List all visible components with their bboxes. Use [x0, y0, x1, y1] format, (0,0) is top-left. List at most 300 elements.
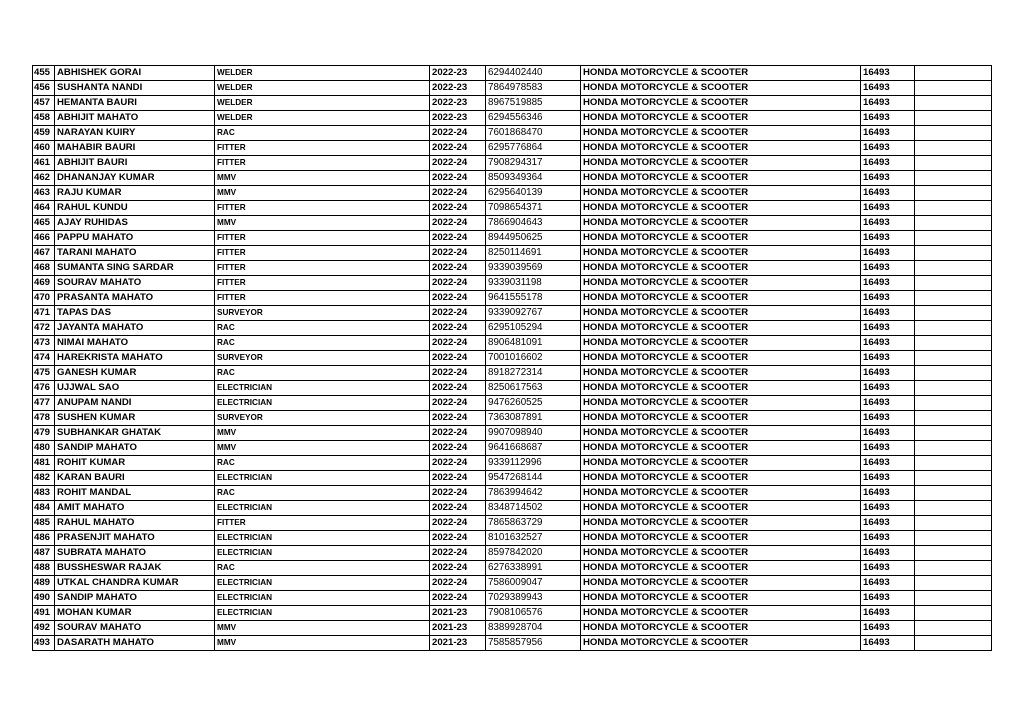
amount-cell: 16493 — [861, 471, 915, 486]
trade-cell: FITTER — [215, 291, 430, 306]
trade-cell: MMV — [215, 441, 430, 456]
table-row — [33, 126, 992, 141]
empty-cell — [915, 576, 992, 591]
trade-cell: MMV — [215, 186, 430, 201]
amount-cell: 16493 — [861, 111, 915, 126]
serial-number-cell: 481 — [33, 456, 55, 471]
amount-cell: 16493 — [861, 321, 915, 336]
empty-cell — [915, 276, 992, 291]
session-cell: 2021-23 — [430, 606, 486, 621]
trade-cell: ELECTRICIAN — [215, 396, 430, 411]
name-cell: GANESH KUMAR — [55, 366, 215, 381]
name-cell: ABHISHEK GORAI — [55, 66, 215, 81]
trade-cell: ELECTRICIAN — [215, 546, 430, 561]
company-cell: HONDA MOTORCYCLE & SCOOTER — [581, 606, 861, 621]
trade-cell: MMV — [215, 621, 430, 636]
amount-cell: 16493 — [861, 441, 915, 456]
phone-cell: 7863994642 — [486, 486, 581, 501]
amount-cell: 16493 — [861, 561, 915, 576]
table-row — [33, 306, 992, 321]
empty-cell — [915, 111, 992, 126]
serial-number-cell: 479 — [33, 426, 55, 441]
company-cell: HONDA MOTORCYCLE & SCOOTER — [581, 471, 861, 486]
amount-cell: 16493 — [861, 426, 915, 441]
company-cell: HONDA MOTORCYCLE & SCOOTER — [581, 351, 861, 366]
empty-cell — [915, 231, 992, 246]
table-row — [33, 201, 992, 216]
company-cell: HONDA MOTORCYCLE & SCOOTER — [581, 156, 861, 171]
session-cell: 2022-24 — [430, 531, 486, 546]
table-row — [33, 81, 992, 96]
amount-cell: 16493 — [861, 201, 915, 216]
phone-cell: 9641555178 — [486, 291, 581, 306]
table-row — [33, 336, 992, 351]
table-row — [33, 156, 992, 171]
table-row — [33, 486, 992, 501]
phone-cell: 6295776864 — [486, 141, 581, 156]
trade-cell: FITTER — [215, 156, 430, 171]
amount-cell: 16493 — [861, 246, 915, 261]
table-row — [33, 321, 992, 336]
serial-number-cell: 467 — [33, 246, 55, 261]
name-cell: PRASENJIT MAHATO — [55, 531, 215, 546]
name-cell: NARAYAN KUIRY — [55, 126, 215, 141]
serial-number-cell: 480 — [33, 441, 55, 456]
company-cell: HONDA MOTORCYCLE & SCOOTER — [581, 111, 861, 126]
company-cell: HONDA MOTORCYCLE & SCOOTER — [581, 306, 861, 321]
serial-number-cell: 464 — [33, 201, 55, 216]
amount-cell: 16493 — [861, 306, 915, 321]
amount-cell: 16493 — [861, 141, 915, 156]
company-cell: HONDA MOTORCYCLE & SCOOTER — [581, 126, 861, 141]
empty-cell — [915, 426, 992, 441]
trade-cell: FITTER — [215, 141, 430, 156]
phone-cell: 7908294317 — [486, 156, 581, 171]
serial-number-cell: 475 — [33, 366, 55, 381]
table-row — [33, 456, 992, 471]
serial-number-cell: 456 — [33, 81, 55, 96]
table-row — [33, 591, 992, 606]
phone-cell: 7865863729 — [486, 516, 581, 531]
session-cell: 2022-24 — [430, 516, 486, 531]
empty-cell — [915, 561, 992, 576]
amount-cell: 16493 — [861, 216, 915, 231]
company-cell: HONDA MOTORCYCLE & SCOOTER — [581, 201, 861, 216]
company-cell: HONDA MOTORCYCLE & SCOOTER — [581, 621, 861, 636]
trade-cell: SURVEYOR — [215, 411, 430, 426]
phone-cell: 9339092767 — [486, 306, 581, 321]
trade-cell: RAC — [215, 456, 430, 471]
table-row — [33, 366, 992, 381]
phone-cell: 6294402440 — [486, 66, 581, 81]
phone-cell: 6276338991 — [486, 561, 581, 576]
company-cell: HONDA MOTORCYCLE & SCOOTER — [581, 561, 861, 576]
name-cell: SUSHANTA NANDI — [55, 81, 215, 96]
empty-cell — [915, 621, 992, 636]
serial-number-cell: 485 — [33, 516, 55, 531]
phone-cell: 7029389943 — [486, 591, 581, 606]
empty-cell — [915, 306, 992, 321]
session-cell: 2022-24 — [430, 246, 486, 261]
session-cell: 2021-23 — [430, 621, 486, 636]
name-cell: KARAN BAURI — [55, 471, 215, 486]
amount-cell: 16493 — [861, 501, 915, 516]
amount-cell: 16493 — [861, 636, 915, 651]
company-cell: HONDA MOTORCYCLE & SCOOTER — [581, 531, 861, 546]
company-cell: HONDA MOTORCYCLE & SCOOTER — [581, 336, 861, 351]
phone-cell: 7001016602 — [486, 351, 581, 366]
table-row — [33, 291, 992, 306]
table-row — [33, 441, 992, 456]
empty-cell — [915, 201, 992, 216]
amount-cell: 16493 — [861, 621, 915, 636]
session-cell: 2022-24 — [430, 171, 486, 186]
name-cell: DASARATH MAHATO — [55, 636, 215, 651]
company-cell: HONDA MOTORCYCLE & SCOOTER — [581, 276, 861, 291]
table-row — [33, 186, 992, 201]
amount-cell: 16493 — [861, 486, 915, 501]
company-cell: HONDA MOTORCYCLE & SCOOTER — [581, 636, 861, 651]
phone-cell: 7586009047 — [486, 576, 581, 591]
table-row — [33, 111, 992, 126]
name-cell: TARANI MAHATO — [55, 246, 215, 261]
session-cell: 2022-24 — [430, 486, 486, 501]
session-cell: 2021-23 — [430, 636, 486, 651]
session-cell: 2022-24 — [430, 591, 486, 606]
company-cell: HONDA MOTORCYCLE & SCOOTER — [581, 456, 861, 471]
amount-cell: 16493 — [861, 96, 915, 111]
empty-cell — [915, 261, 992, 276]
empty-cell — [915, 66, 992, 81]
phone-cell: 9339112996 — [486, 456, 581, 471]
trade-cell: FITTER — [215, 231, 430, 246]
company-cell: HONDA MOTORCYCLE & SCOOTER — [581, 516, 861, 531]
name-cell: MAHABIR BAURI — [55, 141, 215, 156]
trade-cell: ELECTRICIAN — [215, 576, 430, 591]
session-cell: 2022-24 — [430, 366, 486, 381]
trade-cell: SURVEYOR — [215, 351, 430, 366]
empty-cell — [915, 171, 992, 186]
phone-cell: 8509349364 — [486, 171, 581, 186]
name-cell: SUSHEN KUMAR — [55, 411, 215, 426]
table-row — [33, 411, 992, 426]
trade-cell: MMV — [215, 636, 430, 651]
amount-cell: 16493 — [861, 261, 915, 276]
phone-cell: 8918272314 — [486, 366, 581, 381]
phone-cell: 8101632527 — [486, 531, 581, 546]
phone-cell: 9907098940 — [486, 426, 581, 441]
amount-cell: 16493 — [861, 276, 915, 291]
name-cell: BUSSHESWAR RAJAK — [55, 561, 215, 576]
name-cell: NIMAI MAHATO — [55, 336, 215, 351]
trade-cell: WELDER — [215, 111, 430, 126]
serial-number-cell: 483 — [33, 486, 55, 501]
serial-number-cell: 461 — [33, 156, 55, 171]
trade-cell: RAC — [215, 321, 430, 336]
trade-cell: WELDER — [215, 96, 430, 111]
trade-cell: ELECTRICIAN — [215, 471, 430, 486]
session-cell: 2022-24 — [430, 321, 486, 336]
table-row — [33, 171, 992, 186]
name-cell: SUBHANKAR GHATAK — [55, 426, 215, 441]
name-cell: ROHIT KUMAR — [55, 456, 215, 471]
session-cell: 2022-24 — [430, 426, 486, 441]
serial-number-cell: 465 — [33, 216, 55, 231]
name-cell: MOHAN KUMAR — [55, 606, 215, 621]
empty-cell — [915, 471, 992, 486]
name-cell: SUMANTA SING SARDAR — [55, 261, 215, 276]
session-cell: 2022-24 — [430, 456, 486, 471]
empty-cell — [915, 291, 992, 306]
phone-cell: 8597842020 — [486, 546, 581, 561]
name-cell: JAYANTA MAHATO — [55, 321, 215, 336]
amount-cell: 16493 — [861, 576, 915, 591]
empty-cell — [915, 411, 992, 426]
empty-cell — [915, 531, 992, 546]
phone-cell: 8348714502 — [486, 501, 581, 516]
table-row — [33, 516, 992, 531]
serial-number-cell: 474 — [33, 351, 55, 366]
company-cell: HONDA MOTORCYCLE & SCOOTER — [581, 426, 861, 441]
session-cell: 2022-24 — [430, 231, 486, 246]
amount-cell: 16493 — [861, 531, 915, 546]
amount-cell: 16493 — [861, 366, 915, 381]
trade-cell: FITTER — [215, 516, 430, 531]
table-row — [33, 216, 992, 231]
serial-number-cell: 491 — [33, 606, 55, 621]
name-cell: ABHIJIT BAURI — [55, 156, 215, 171]
phone-cell: 8944950625 — [486, 231, 581, 246]
amount-cell: 16493 — [861, 546, 915, 561]
empty-cell — [915, 396, 992, 411]
session-cell: 2022-24 — [430, 441, 486, 456]
company-cell: HONDA MOTORCYCLE & SCOOTER — [581, 231, 861, 246]
name-cell: SUBRATA MAHATO — [55, 546, 215, 561]
table-row — [33, 621, 992, 636]
serial-number-cell: 490 — [33, 591, 55, 606]
amount-cell: 16493 — [861, 411, 915, 426]
amount-cell: 16493 — [861, 81, 915, 96]
empty-cell — [915, 441, 992, 456]
amount-cell: 16493 — [861, 516, 915, 531]
table-row — [33, 606, 992, 621]
serial-number-cell: 487 — [33, 546, 55, 561]
serial-number-cell: 458 — [33, 111, 55, 126]
session-cell: 2022-24 — [430, 411, 486, 426]
company-cell: HONDA MOTORCYCLE & SCOOTER — [581, 291, 861, 306]
amount-cell: 16493 — [861, 351, 915, 366]
phone-cell: 6294556346 — [486, 111, 581, 126]
serial-number-cell: 489 — [33, 576, 55, 591]
company-cell: HONDA MOTORCYCLE & SCOOTER — [581, 576, 861, 591]
phone-cell: 7585857956 — [486, 636, 581, 651]
table-row — [33, 426, 992, 441]
company-cell: HONDA MOTORCYCLE & SCOOTER — [581, 486, 861, 501]
amount-cell: 16493 — [861, 66, 915, 81]
name-cell: RAJU KUMAR — [55, 186, 215, 201]
amount-cell: 16493 — [861, 381, 915, 396]
trade-cell: SURVEYOR — [215, 306, 430, 321]
trade-cell: RAC — [215, 336, 430, 351]
empty-cell — [915, 321, 992, 336]
empty-cell — [915, 456, 992, 471]
table-row — [33, 576, 992, 591]
session-cell: 2022-24 — [430, 546, 486, 561]
name-cell: ROHIT MANDAL — [55, 486, 215, 501]
session-cell: 2022-24 — [430, 216, 486, 231]
amount-cell: 16493 — [861, 231, 915, 246]
amount-cell: 16493 — [861, 126, 915, 141]
company-cell: HONDA MOTORCYCLE & SCOOTER — [581, 141, 861, 156]
table-row — [33, 261, 992, 276]
table-row — [33, 381, 992, 396]
empty-cell — [915, 546, 992, 561]
serial-number-cell: 463 — [33, 186, 55, 201]
trade-cell: RAC — [215, 486, 430, 501]
company-cell: HONDA MOTORCYCLE & SCOOTER — [581, 96, 861, 111]
trade-cell: WELDER — [215, 81, 430, 96]
table-row — [33, 561, 992, 576]
company-cell: HONDA MOTORCYCLE & SCOOTER — [581, 216, 861, 231]
table-row — [33, 351, 992, 366]
name-cell: AMIT MAHATO — [55, 501, 215, 516]
phone-cell: 7864978583 — [486, 81, 581, 96]
name-cell: TAPAS DAS — [55, 306, 215, 321]
session-cell: 2022-24 — [430, 156, 486, 171]
name-cell: AJAY RUHIDAS — [55, 216, 215, 231]
serial-number-cell: 472 — [33, 321, 55, 336]
amount-cell: 16493 — [861, 156, 915, 171]
name-cell: RAHUL KUNDU — [55, 201, 215, 216]
serial-number-cell: 492 — [33, 621, 55, 636]
trade-cell: FITTER — [215, 201, 430, 216]
phone-cell: 9547268144 — [486, 471, 581, 486]
serial-number-cell: 459 — [33, 126, 55, 141]
amount-cell: 16493 — [861, 591, 915, 606]
amount-cell: 16493 — [861, 186, 915, 201]
trade-cell: MMV — [215, 426, 430, 441]
company-cell: HONDA MOTORCYCLE & SCOOTER — [581, 501, 861, 516]
empty-cell — [915, 351, 992, 366]
serial-number-cell: 460 — [33, 141, 55, 156]
session-cell: 2022-24 — [430, 306, 486, 321]
serial-number-cell: 478 — [33, 411, 55, 426]
company-cell: HONDA MOTORCYCLE & SCOOTER — [581, 81, 861, 96]
session-cell: 2022-24 — [430, 201, 486, 216]
session-cell: 2022-24 — [430, 501, 486, 516]
empty-cell — [915, 591, 992, 606]
phone-cell: 8389928704 — [486, 621, 581, 636]
session-cell: 2022-24 — [430, 351, 486, 366]
company-cell: HONDA MOTORCYCLE & SCOOTER — [581, 546, 861, 561]
serial-number-cell: 471 — [33, 306, 55, 321]
serial-number-cell: 484 — [33, 501, 55, 516]
trade-cell: RAC — [215, 366, 430, 381]
serial-number-cell: 457 — [33, 96, 55, 111]
trade-cell: ELECTRICIAN — [215, 591, 430, 606]
name-cell: UJJWAL SAO — [55, 381, 215, 396]
company-cell: HONDA MOTORCYCLE & SCOOTER — [581, 411, 861, 426]
phone-cell: 8250114691 — [486, 246, 581, 261]
trade-cell: FITTER — [215, 246, 430, 261]
session-cell: 2022-24 — [430, 561, 486, 576]
phone-cell: 8967519885 — [486, 96, 581, 111]
session-cell: 2022-24 — [430, 276, 486, 291]
serial-number-cell: 455 — [33, 66, 55, 81]
empty-cell — [915, 81, 992, 96]
company-cell: HONDA MOTORCYCLE & SCOOTER — [581, 396, 861, 411]
session-cell: 2022-23 — [430, 81, 486, 96]
trade-cell: RAC — [215, 126, 430, 141]
company-cell: HONDA MOTORCYCLE & SCOOTER — [581, 591, 861, 606]
name-cell: SOURAV MAHATO — [55, 276, 215, 291]
company-cell: HONDA MOTORCYCLE & SCOOTER — [581, 366, 861, 381]
trade-cell: MMV — [215, 171, 430, 186]
phone-cell: 9339039569 — [486, 261, 581, 276]
name-cell: SOURAV MAHATO — [55, 621, 215, 636]
table-row — [33, 636, 992, 651]
name-cell: HEMANTA BAURI — [55, 96, 215, 111]
phone-cell: 7866904643 — [486, 216, 581, 231]
phone-cell: 8250617563 — [486, 381, 581, 396]
phone-cell: 7908106576 — [486, 606, 581, 621]
serial-number-cell: 473 — [33, 336, 55, 351]
company-cell: HONDA MOTORCYCLE & SCOOTER — [581, 246, 861, 261]
phone-cell: 6295640139 — [486, 186, 581, 201]
name-cell: DHANANJAY KUMAR — [55, 171, 215, 186]
table-row — [33, 276, 992, 291]
company-cell: HONDA MOTORCYCLE & SCOOTER — [581, 381, 861, 396]
table-row — [33, 546, 992, 561]
trade-cell: ELECTRICIAN — [215, 501, 430, 516]
table-row — [33, 246, 992, 261]
empty-cell — [915, 636, 992, 651]
placement-table — [32, 65, 992, 651]
table-row — [33, 501, 992, 516]
session-cell: 2022-24 — [430, 336, 486, 351]
table-row — [33, 96, 992, 111]
amount-cell: 16493 — [861, 456, 915, 471]
trade-cell: FITTER — [215, 261, 430, 276]
serial-number-cell: 462 — [33, 171, 55, 186]
phone-cell: 7601868470 — [486, 126, 581, 141]
serial-number-cell: 488 — [33, 561, 55, 576]
serial-number-cell: 466 — [33, 231, 55, 246]
session-cell: 2022-23 — [430, 66, 486, 81]
empty-cell — [915, 141, 992, 156]
name-cell: ANUPAM NANDI — [55, 396, 215, 411]
empty-cell — [915, 366, 992, 381]
empty-cell — [915, 606, 992, 621]
serial-number-cell: 486 — [33, 531, 55, 546]
amount-cell: 16493 — [861, 171, 915, 186]
phone-cell: 9641668687 — [486, 441, 581, 456]
amount-cell: 16493 — [861, 396, 915, 411]
phone-cell: 7363087891 — [486, 411, 581, 426]
empty-cell — [915, 246, 992, 261]
company-cell: HONDA MOTORCYCLE & SCOOTER — [581, 261, 861, 276]
table-row — [33, 471, 992, 486]
table-row — [33, 396, 992, 411]
session-cell: 2022-24 — [430, 126, 486, 141]
company-cell: HONDA MOTORCYCLE & SCOOTER — [581, 441, 861, 456]
amount-cell: 16493 — [861, 606, 915, 621]
name-cell: UTKAL CHANDRA KUMAR — [55, 576, 215, 591]
serial-number-cell: 482 — [33, 471, 55, 486]
session-cell: 2022-24 — [430, 186, 486, 201]
empty-cell — [915, 186, 992, 201]
serial-number-cell: 477 — [33, 396, 55, 411]
